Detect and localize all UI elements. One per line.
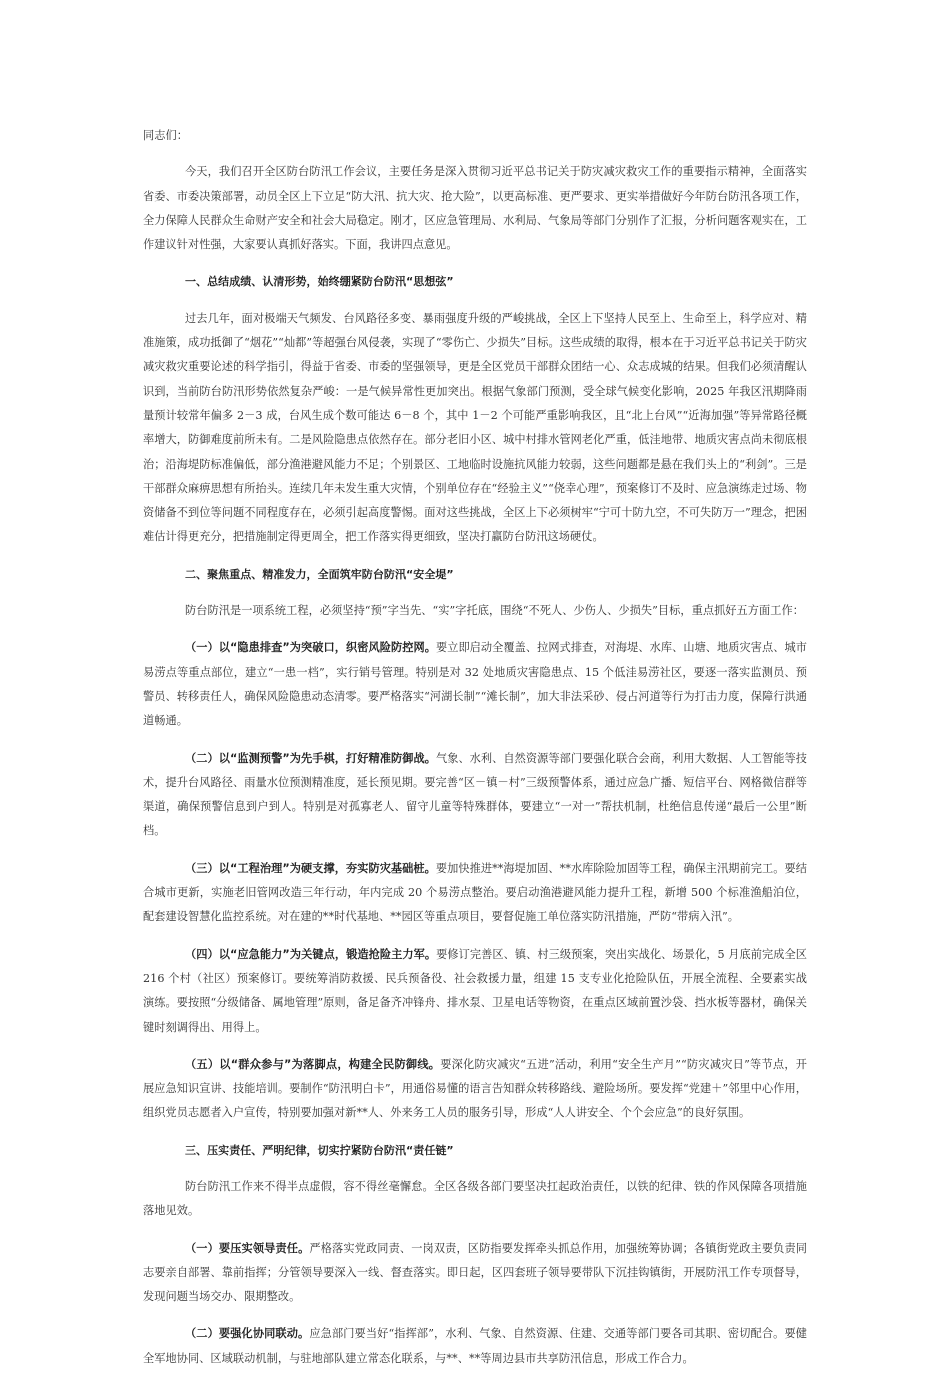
- section-3-item-2: [143, 1322, 807, 1371]
- section-2-heading: 二、聚焦重点、精准发力，全面筑牢防台防汛“安全堤”: [185, 567, 454, 581]
- item-lead: （四）以“应急能力”为关键点，锻造抢险主力军。: [185, 947, 437, 961]
- document-body: [143, 124, 807, 1384]
- section-3-heading: 三、压实责任、严明纪律，切实拧紧防台防汛“责任链”: [185, 1143, 454, 1157]
- item-lead: （二）以“监测预警”为先手棋，打好精准防御战。: [185, 751, 436, 765]
- section-2-item-3: [143, 857, 807, 930]
- section-2-intro: 防台防汛是一项系统工程，必须坚持“预”字当先、“实”字托底，围绕“不死人、少伤人、少损失”目标，重点抓好五方面工作：: [185, 604, 804, 618]
- item-lead: （五）以“群众参与”为落脚点，构建全民防御线。: [185, 1057, 441, 1071]
- item-lead: （二）要强化协同联动。: [185, 1327, 310, 1341]
- section-1-body: 过去几年，面对极端天气频发、台风路径多变、暴雨强度升级的严峻挑战，全区上下坚持人民至上、生命至上，科学应对、精准施策，成功抵御了“烟花”“灿都”等超强台风侵袭，实现了“零伤亡、少损失”目标。这些成绩的取得，根本在于习近平总书记关于防灾减灾救灾重要论述的科学指引，得益于省委、市委的坚强领导，更是全区党员干部群众团结一心、众志成城的结果。但我们必须清醒认识到，当前防台防汛形势依然复杂严峻：一是气候异常性更加突出。根据气象部门预测，受全球气候变化影响，2025 年我区汛期降雨量预计较常年偏多 2－3 成，台风生成个数可能达 6－8 个，其中 1－2 个可能严重影响我区，且“北上台风”“近海加强”等异常路径概率增大，防御难度前所未有。二是风险隐患点依然存在。部分老旧小区、城中村排水管网老化严重，低洼地带、地质灾害点尚未彻底根治；沿海堤防标准偏低，部分渔港避风能力不足；个别景区、工地临时设施抗风能力较弱，这些问题都是悬在我们头上的“利剑”。三是干部群众麻痹思想有所抬头。连续几年未发生重大灾情，个别单位存在“经验主义”“侥幸心理”，预案修订不及时、应急演练走过场、物资储备不到位等问题不同程度存在，必须引起高度警惕。面对这些挑战，全区上下必须树牢“宁可十防九空，不可失防万一”理念，把困难估计得更充分，把措施制定得更周全，把工作落实得更细致，坚决打赢防台防汛这场硬仗。: [143, 311, 807, 544]
- greeting: 同志们：: [143, 129, 188, 142]
- section-2-item-2: [143, 747, 807, 844]
- section-2-item-1: [143, 636, 807, 733]
- section-2-item-5: [143, 1053, 807, 1126]
- item-body: 要立即启动全覆盖、拉网式排查，对海堤、水库、山塘、地质灾害点、城市易涝点等重点部位，建立“一患一档”，实行销号管理。特别是对 32 处地质灾害隐患点、15 个低洼易涝社区，要逐一落实监测员、预警员、转移责任人，确保风险隐患动态清零。要严格落实“河湖长制”“滩长制”，加大非法采砂、侵占河道等行为打击力度，保障行洪通道畅通。: [143, 641, 808, 728]
- item-body: 气象、水利、自然资源等部门要强化联合会商，利用大数据、人工智能等技术，提升台风路径、雨量水位预测精准度，延长预见期。要完善“区－镇－村”三级预警体系，通过应急广播、短信平台、网格微信群等渠道，确保预警信息到户到人。特别是对孤寡老人、留守儿童等特殊群体，要建立“一对一”帮扶机制，杜绝信息传递“最后一公里”断档。: [143, 751, 808, 838]
- item-body: 应急部门要当好“指挥部”，水利、气象、自然资源、住建、交通等部门要各司其职、密切配合。要健全军地协同、区域联动机制，与驻地部队建立常态化联系，与**、**等周边县市共享防汛信息，形成工作合力。: [143, 1327, 807, 1365]
- section-1-heading: 一、总结成绩、认清形势，始终绷紧防台防汛“思想弦”: [185, 275, 454, 289]
- intro-paragraph: 今天，我们召开全区防台防汛工作会议，主要任务是深入贯彻习近平总书记关于防灾减灾救灾工作的重要指示精神，全面落实省委、市委决策部署，动员全区上下立足“防大汛、抗大灾、抢大险”，以更高标准、更严要求、更实举措做好今年防台防汛各项工作，全力保障人民群众生命财产安全和社会大局稳定。刚才，区应急管理局、水利局、气象局等部门分别作了汇报，分析问题客观实在，工作建议针对性强，大家要认真抓好落实。下面，我讲四点意见。: [143, 165, 807, 252]
- section-3-intro: 防台防汛工作来不得半点虚假，容不得丝毫懈怠。全区各级各部门要坚决扛起政治责任，以铁的纪律、铁的作风保障各项措施落地见效。: [143, 1179, 807, 1218]
- item-lead: （一）以“隐患排查”为突破口，织密风险防控网。: [185, 641, 436, 655]
- item-body: 要修订完善区、镇、村三级预案，突出实战化、场景化，5 月底前完成全区 216 个村（社区）预案修订。要统筹消防救援、民兵预备役、社会救援力量，组建 15 支专业化抢险队伍，开展全流程、全要素实战演练。要按照“分级储备、属地管理”原则，备足备齐冲锋舟、排水泵、卫星电话等物资，在重点区域前置沙袋、挡水板等器材，确保关键时刻调得出、用得上。: [143, 947, 807, 1034]
- item-lead: （一）要压实领导责任。: [185, 1241, 310, 1255]
- section-3-item-1: [143, 1237, 807, 1310]
- item-lead: （三）以“工程治理”为硬支撑，夯实防灾基础桩。: [185, 861, 436, 875]
- section-2-item-4: [143, 943, 807, 1040]
- item-body: 要加快推进**海堤加固、**水库除险加固等工程，确保主汛期前完工。要结合城市更新，实施老旧管网改造三年行动，年内完成 20 个易涝点整治。要启动渔港避风能力提升工程，新增 500 个标准渔船泊位，配套建设智慧化监控系统。对在建的**时代基地、**园区等重点项目，要督促施工单位落实防汛措施，严防“带病入汛”。: [143, 861, 807, 924]
- item-body: 严格落实党政同责、一岗双责，区防指要发挥牵头抓总作用，加强统筹协调；各镇街党政主要负责同志要亲自部署、靠前指挥；分管领导要深入一线、督查落实。即日起，区四套班子领导要带队下沉挂钩镇街，开展防汛工作专项督导，发现问题当场交办、限期整改。: [143, 1241, 807, 1304]
- item-body: 要深化防灾减灾“五进”活动，利用“安全生产月”“防灾减灾日”等节点，开展应急知识宣讲、技能培训。要制作“防汛明白卡”，用通俗易懂的语言告知群众转移路线、避险场所。要发挥“党建＋”邻里中心作用，组织党员志愿者入户宣传，特别要加强对新**人、外来务工人员的服务引导，形成“人人讲安全、个个会应急”的良好氛围。: [143, 1057, 807, 1120]
